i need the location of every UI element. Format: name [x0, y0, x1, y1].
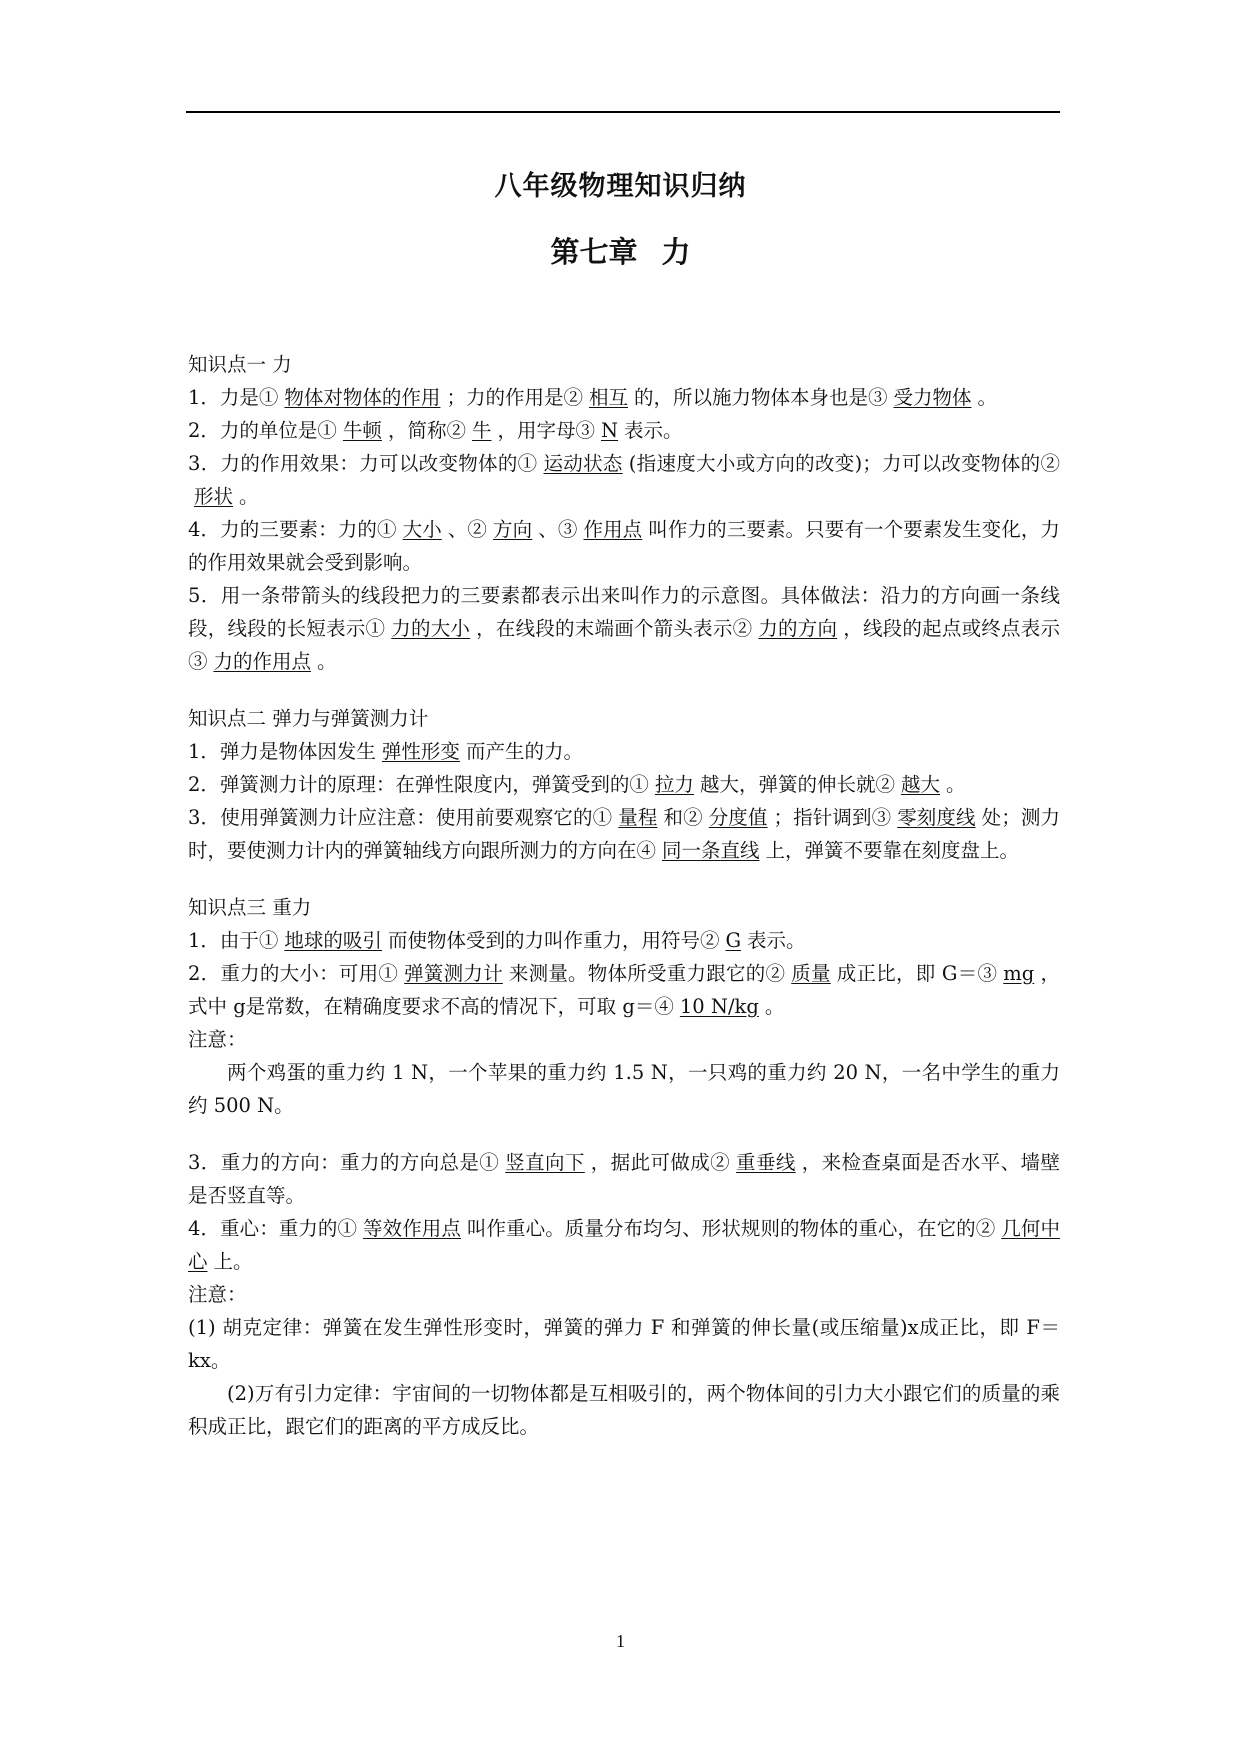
- list-item: [188, 924, 1060, 957]
- list-item: [188, 1212, 1060, 1278]
- note-label: 注意：: [188, 1028, 247, 1051]
- answer-blank: N: [600, 419, 619, 442]
- item-text: 表示。: [747, 929, 806, 952]
- document-title: 八年级物理知识归纳: [494, 171, 747, 202]
- header-rule: [186, 111, 1060, 113]
- list-item: [188, 447, 1060, 513]
- note-label: 注意：: [188, 1283, 247, 1306]
- answer-blank: 大小: [402, 518, 442, 541]
- item-text: ，线段的起点或终点表示③: [188, 617, 1060, 673]
- answer-blank: 重垂线: [736, 1151, 796, 1174]
- answer-blank: 分度值: [708, 806, 768, 829]
- answer-blank: 弹性形变: [381, 740, 460, 763]
- item-text: 。: [239, 485, 259, 508]
- section-heading: 知识点一 力: [188, 353, 292, 376]
- item-text: 叫作力的三要素。只要有一个要素发生变化，力的作用效果就会受到影响。: [188, 518, 1060, 574]
- list-item: [188, 957, 1060, 1023]
- answer-blank: 相互: [588, 386, 628, 409]
- answer-blank: 牛: [471, 419, 492, 442]
- item-text: 3．力的作用效果：力可以改变物体的①: [188, 452, 538, 475]
- knowledge-sections: [188, 348, 1060, 1023]
- list-item: [188, 579, 1060, 678]
- answer-blank: 拉力: [654, 773, 694, 796]
- item-text: 处；测力时，要使测力计内的弹簧轴线方向跟所测力的方向在④: [188, 806, 1060, 862]
- answer-blank: 弹簧测力计: [404, 962, 503, 985]
- list-item: [188, 735, 1060, 768]
- item-text: 、③: [538, 518, 578, 541]
- item-text: 1．由于①: [188, 929, 279, 952]
- item-text: 2．弹簧测力计的原理：在弹性限度内，弹簧受到的①: [188, 773, 649, 796]
- answer-blank: 越大: [900, 773, 940, 796]
- item-text: 上，弹簧不要靠在刻度盘上。: [765, 839, 1020, 862]
- item-text: 1．力是①: [188, 386, 279, 409]
- note-paragraph: 两个鸡蛋的重力约 1 N，一个苹果的重力约 1.5 N，一只鸡的重力约 20 N，一名中学生的重力约 500 N。: [188, 1061, 1060, 1117]
- item-text: ，来检查桌面是否水平、墙壁是否竖直等。: [188, 1151, 1060, 1207]
- answer-blank: 运动状态: [543, 452, 623, 475]
- answer-blank: 形状: [194, 485, 234, 508]
- item-text: 。: [764, 995, 785, 1018]
- note-paragraph: (1) 胡克定律：弹簧在发生弹性形变时，弹簧的弹力 F 和弹簧的伸长量(或压缩量)x成正比，即 F＝kx。: [188, 1316, 1060, 1372]
- gravity-items-continued: [188, 1146, 1060, 1278]
- spacer: [188, 1122, 1060, 1146]
- answer-blank: G: [725, 929, 742, 952]
- list-item: [188, 801, 1060, 867]
- item-text: 而使物体受到的力叫作重力，用符号②: [387, 929, 720, 952]
- item-text: 4．力的三要素：力的①: [188, 518, 397, 541]
- item-text: ，用字母③: [497, 419, 595, 442]
- answer-blank: 物体对物体的作用: [284, 386, 441, 409]
- answer-blank: 竖直向下: [505, 1151, 585, 1174]
- section-heading: 知识点二 弹力与弹簧测力计: [188, 707, 429, 730]
- note-paragraph: (2)万有引力定律：宇宙间的一切物体都是互相吸引的，两个物体间的引力大小跟它们的质量的乘积成正比，跟它们的距离的平方成反比。: [188, 1382, 1060, 1438]
- item-text: (指速度大小或方向的改变)；力可以改变物体的②: [628, 452, 1060, 475]
- answer-blank: 力的方向: [758, 617, 838, 640]
- item-text: ，据此可做成②: [590, 1151, 731, 1174]
- item-text: 越大，弹簧的伸长就②: [699, 773, 895, 796]
- list-item: [188, 381, 1060, 414]
- item-text: 的，所以施力物体本身也是③: [633, 386, 888, 409]
- answer-blank: 受力物体: [893, 386, 972, 409]
- answer-blank: 牛顿: [342, 419, 382, 442]
- item-text: 2．重力的大小：可用①: [188, 962, 399, 985]
- answer-blank: 量程: [618, 806, 658, 829]
- answer-blank: 力的大小: [391, 617, 471, 640]
- item-text: 表示。: [624, 419, 683, 442]
- answer-blank: 力的作用点: [213, 650, 312, 673]
- document-body: [188, 348, 1060, 1443]
- list-item: [188, 414, 1060, 447]
- item-text: 4．重心：重力的①: [188, 1217, 358, 1240]
- list-item: [188, 1146, 1060, 1212]
- item-text: 5．用一条带箭头的线段把力的三要素都表示出来叫作力的示意图。具体做法：沿力的方向画一条线段，线段的长短表示①: [188, 584, 1060, 640]
- page-number: 1: [616, 1631, 625, 1651]
- item-text: ；力的作用是②: [446, 386, 583, 409]
- item-text: 叫作重心。质量分布均匀、形状规则的物体的重心，在它的②: [466, 1217, 996, 1240]
- item-text: 而产生的力。: [465, 740, 583, 763]
- list-item: [188, 768, 1060, 801]
- item-text: ，简称②: [387, 419, 466, 442]
- item-text: ，在线段的末端画个箭头表示②: [476, 617, 753, 640]
- answer-blank: 方向: [493, 518, 533, 541]
- answer-blank: 零刻度线: [897, 806, 976, 829]
- item-text: 、②: [447, 518, 488, 541]
- answer-blank: 作用点: [583, 518, 643, 541]
- section-heading: 知识点三 重力: [188, 896, 312, 919]
- item-text: 。: [945, 773, 966, 796]
- item-text: 。: [977, 386, 998, 409]
- item-text: ，式中 g是常数，在精确度要求不高的情况下，可取 g＝④: [188, 962, 1060, 1018]
- item-text: 2．力的单位是①: [188, 419, 337, 442]
- item-text: 3．使用弹簧测力计应注意：使用前要观察它的①: [188, 806, 613, 829]
- item-text: 。: [317, 650, 337, 673]
- item-text: 成正比，即 G＝③: [836, 962, 998, 985]
- answer-blank: 同一条直线: [662, 839, 760, 862]
- item-text: 3．重力的方向：重力的方向总是①: [188, 1151, 500, 1174]
- answer-blank: 地球的吸引: [284, 929, 382, 952]
- item-text: ；指针调到③: [773, 806, 892, 829]
- item-text: 上。: [213, 1250, 253, 1273]
- item-text: 1．弹力是物体因发生: [188, 740, 376, 763]
- answer-blank: 10 N/kg: [679, 995, 759, 1018]
- list-item: [188, 513, 1060, 579]
- item-text: 来测量。物体所受重力跟它的②: [508, 962, 786, 985]
- answer-blank: 质量: [791, 962, 831, 985]
- answer-blank: 等效作用点: [363, 1217, 461, 1240]
- item-text: 和②: [663, 806, 703, 829]
- chapter-title: 第七章 力: [550, 235, 691, 269]
- answer-blank: mg: [1003, 962, 1035, 985]
- answer-blank: 几何中心: [188, 1217, 1060, 1273]
